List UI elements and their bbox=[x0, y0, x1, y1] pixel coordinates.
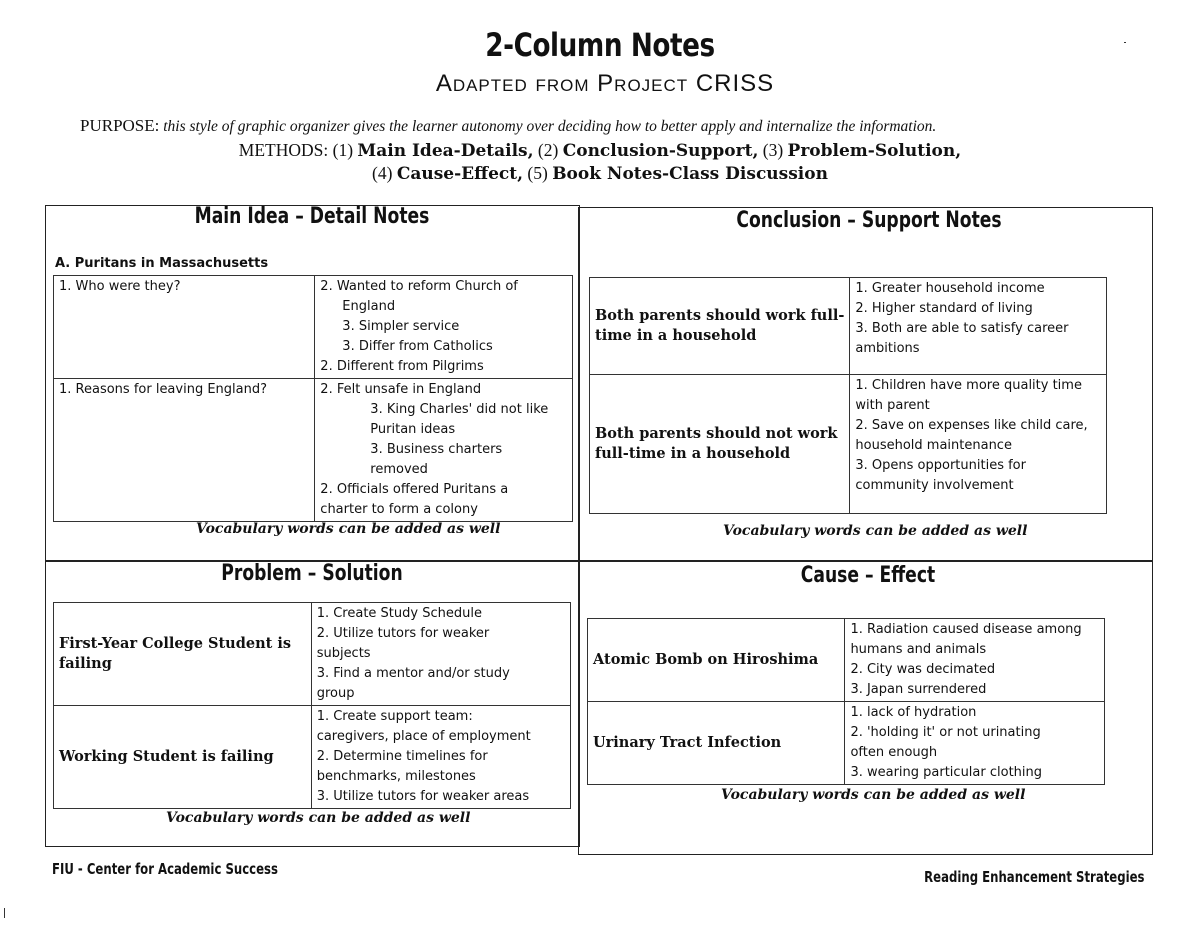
problem-cell bbox=[54, 603, 312, 706]
detail-line: 3. King Charles' did not like bbox=[370, 402, 549, 417]
conclusion-line: Both parents should not work bbox=[595, 425, 838, 442]
method-conclusion: Conclusion-Support, bbox=[562, 141, 759, 161]
support-line: 1. Greater household income bbox=[855, 281, 1045, 296]
solution-line: caregivers, place of employment bbox=[316, 729, 531, 744]
purpose-line bbox=[80, 116, 1190, 136]
effect-line: 1. Radiation caused disease among bbox=[850, 622, 1082, 637]
support-line: community involvement bbox=[855, 478, 1014, 493]
purpose-label: PURPOSE: bbox=[80, 116, 160, 135]
support-line: 3. Both are able to satisfy career bbox=[855, 321, 1069, 336]
solution-cell bbox=[311, 603, 570, 706]
problem-cell bbox=[54, 706, 312, 809]
effect-line: 3. Japan surrendered bbox=[850, 682, 987, 697]
main-idea-table bbox=[53, 275, 573, 522]
solution-line: benchmarks, milestones bbox=[316, 769, 476, 784]
cause-table bbox=[587, 618, 1105, 785]
vocab-note: Vocabulary words can be added as well bbox=[196, 521, 501, 537]
main-idea-text: 1. Who were they? bbox=[59, 279, 181, 294]
detail-line: removed bbox=[370, 462, 428, 477]
problem-line: First-Year College Student is bbox=[59, 635, 292, 652]
table-row bbox=[588, 702, 1105, 785]
solution-line: 1. Create support team: bbox=[316, 709, 473, 724]
support-cell bbox=[850, 278, 1107, 375]
solution-line: 2. Utilize tutors for weaker bbox=[316, 626, 490, 641]
effect-line: often enough bbox=[850, 745, 938, 760]
vocab-note: Vocabulary words can be added as well bbox=[723, 523, 1028, 539]
vocab-note: Vocabulary words can be added as well bbox=[166, 810, 471, 826]
method-number: (2) bbox=[537, 140, 559, 160]
support-line: 2. Higher standard of living bbox=[855, 301, 1033, 316]
solution-line: 1. Create Study Schedule bbox=[316, 606, 482, 621]
detail-line: England bbox=[342, 299, 396, 314]
purpose-text: this style of graphic organizer gives the learner autonomy over deciding how to better apply and internalize the information. bbox=[163, 118, 937, 135]
problem-heading: Problem – Solution bbox=[221, 561, 403, 586]
effect-line: 2. 'holding it' or not urinating bbox=[850, 725, 1041, 740]
table-row bbox=[54, 379, 573, 522]
table-row bbox=[590, 278, 1107, 375]
main-idea-text: 1. Reasons for leaving England? bbox=[59, 382, 268, 397]
method-number: (3) bbox=[762, 140, 784, 160]
methods-label: METHODS: bbox=[238, 140, 329, 160]
detail-line: 2. Felt unsafe in England bbox=[320, 382, 482, 397]
effect-line: 2. City was decimated bbox=[850, 662, 996, 677]
problem-table bbox=[53, 602, 571, 809]
method-number: (1) bbox=[332, 140, 354, 160]
table-row bbox=[54, 276, 573, 379]
page-title: 2-Column Notes bbox=[485, 26, 715, 64]
cause-heading: Cause – Effect bbox=[800, 563, 936, 588]
detail-line: 2. Wanted to reform Church of bbox=[320, 279, 518, 294]
solution-cell bbox=[311, 706, 570, 809]
detail-line: charter to form a colony bbox=[320, 502, 478, 517]
table-row bbox=[54, 603, 571, 706]
conclusion-cell bbox=[590, 278, 850, 375]
conclusion-line: full-time in a household bbox=[595, 445, 791, 462]
detail-line: 2. Different from Pilgrims bbox=[320, 359, 484, 374]
support-line: household maintenance bbox=[855, 438, 1012, 453]
detail-line: 3. Differ from Catholics bbox=[342, 339, 493, 354]
method-number: (4) bbox=[372, 163, 393, 183]
effect-line: humans and animals bbox=[850, 642, 987, 657]
main-idea-heading: Main Idea – Detail Notes bbox=[194, 204, 430, 229]
solution-line: subjects bbox=[316, 646, 371, 661]
method-book-notes: Book Notes-Class Discussion bbox=[552, 164, 828, 184]
cause-cell bbox=[588, 702, 845, 785]
detail-line: 3. Business charters bbox=[370, 442, 503, 457]
support-line: with parent bbox=[855, 398, 930, 413]
problem-line: failing bbox=[59, 655, 112, 672]
detail-line: 2. Officials offered Puritans a bbox=[320, 482, 509, 497]
conclusion-heading: Conclusion – Support Notes bbox=[736, 208, 1002, 233]
method-main-idea: Main Idea-Details, bbox=[357, 141, 534, 161]
effect-line: 1. lack of hydration bbox=[850, 705, 977, 720]
solution-line: 3. Find a mentor and/or study bbox=[316, 666, 510, 681]
detail-line: Puritan ideas bbox=[370, 422, 456, 437]
solution-line: 2. Determine timelines for bbox=[316, 749, 488, 764]
solution-line: group bbox=[316, 686, 355, 701]
footer-left: FIU - Center for Academic Success bbox=[52, 860, 278, 878]
methods-line-2 bbox=[0, 163, 1200, 184]
vocab-note: Vocabulary words can be added as well bbox=[721, 787, 1026, 803]
conclusion-line: Both parents should work full- bbox=[595, 307, 845, 324]
main-idea-cell bbox=[54, 276, 315, 379]
table-row bbox=[590, 375, 1107, 514]
solution-line: 3. Utilize tutors for weaker areas bbox=[316, 789, 530, 804]
method-number: (5) bbox=[527, 163, 548, 183]
page-subtitle: Adapted from Project CRISS bbox=[435, 70, 775, 97]
effect-cell bbox=[845, 702, 1105, 785]
footer-right: Reading Enhancement Strategies bbox=[924, 868, 1145, 886]
cause-line: Atomic Bomb on Hiroshima bbox=[593, 651, 819, 668]
support-line: 1. Children have more quality time bbox=[855, 378, 1082, 393]
conclusion-cell bbox=[590, 375, 850, 514]
detail-cell bbox=[315, 276, 573, 379]
method-cause: Cause-Effect, bbox=[396, 164, 524, 184]
conclusion-table bbox=[589, 277, 1107, 514]
table-row bbox=[588, 619, 1105, 702]
table-row bbox=[54, 706, 571, 809]
cause-line: Urinary Tract Infection bbox=[593, 734, 782, 751]
conclusion-line: time in a household bbox=[595, 327, 757, 344]
support-cell bbox=[850, 375, 1107, 514]
scan-speck bbox=[4, 908, 5, 918]
method-problem: Problem-Solution, bbox=[787, 141, 962, 161]
main-idea-cell bbox=[54, 379, 315, 522]
scan-speck bbox=[1124, 42, 1126, 43]
effect-line: 3. wearing particular clothing bbox=[850, 765, 1043, 780]
support-line: 3. Opens opportunities for bbox=[855, 458, 1026, 473]
support-line: ambitions bbox=[855, 341, 920, 356]
detail-cell bbox=[315, 379, 573, 522]
methods-line-1 bbox=[0, 140, 1200, 161]
problem-line: Working Student is failing bbox=[59, 748, 274, 765]
support-line: 2. Save on expenses like child care, bbox=[855, 418, 1088, 433]
effect-cell bbox=[845, 619, 1105, 702]
detail-line: 3. Simpler service bbox=[342, 319, 460, 334]
cause-cell bbox=[588, 619, 845, 702]
section-label: A. Puritans in Massachusetts bbox=[55, 256, 269, 271]
